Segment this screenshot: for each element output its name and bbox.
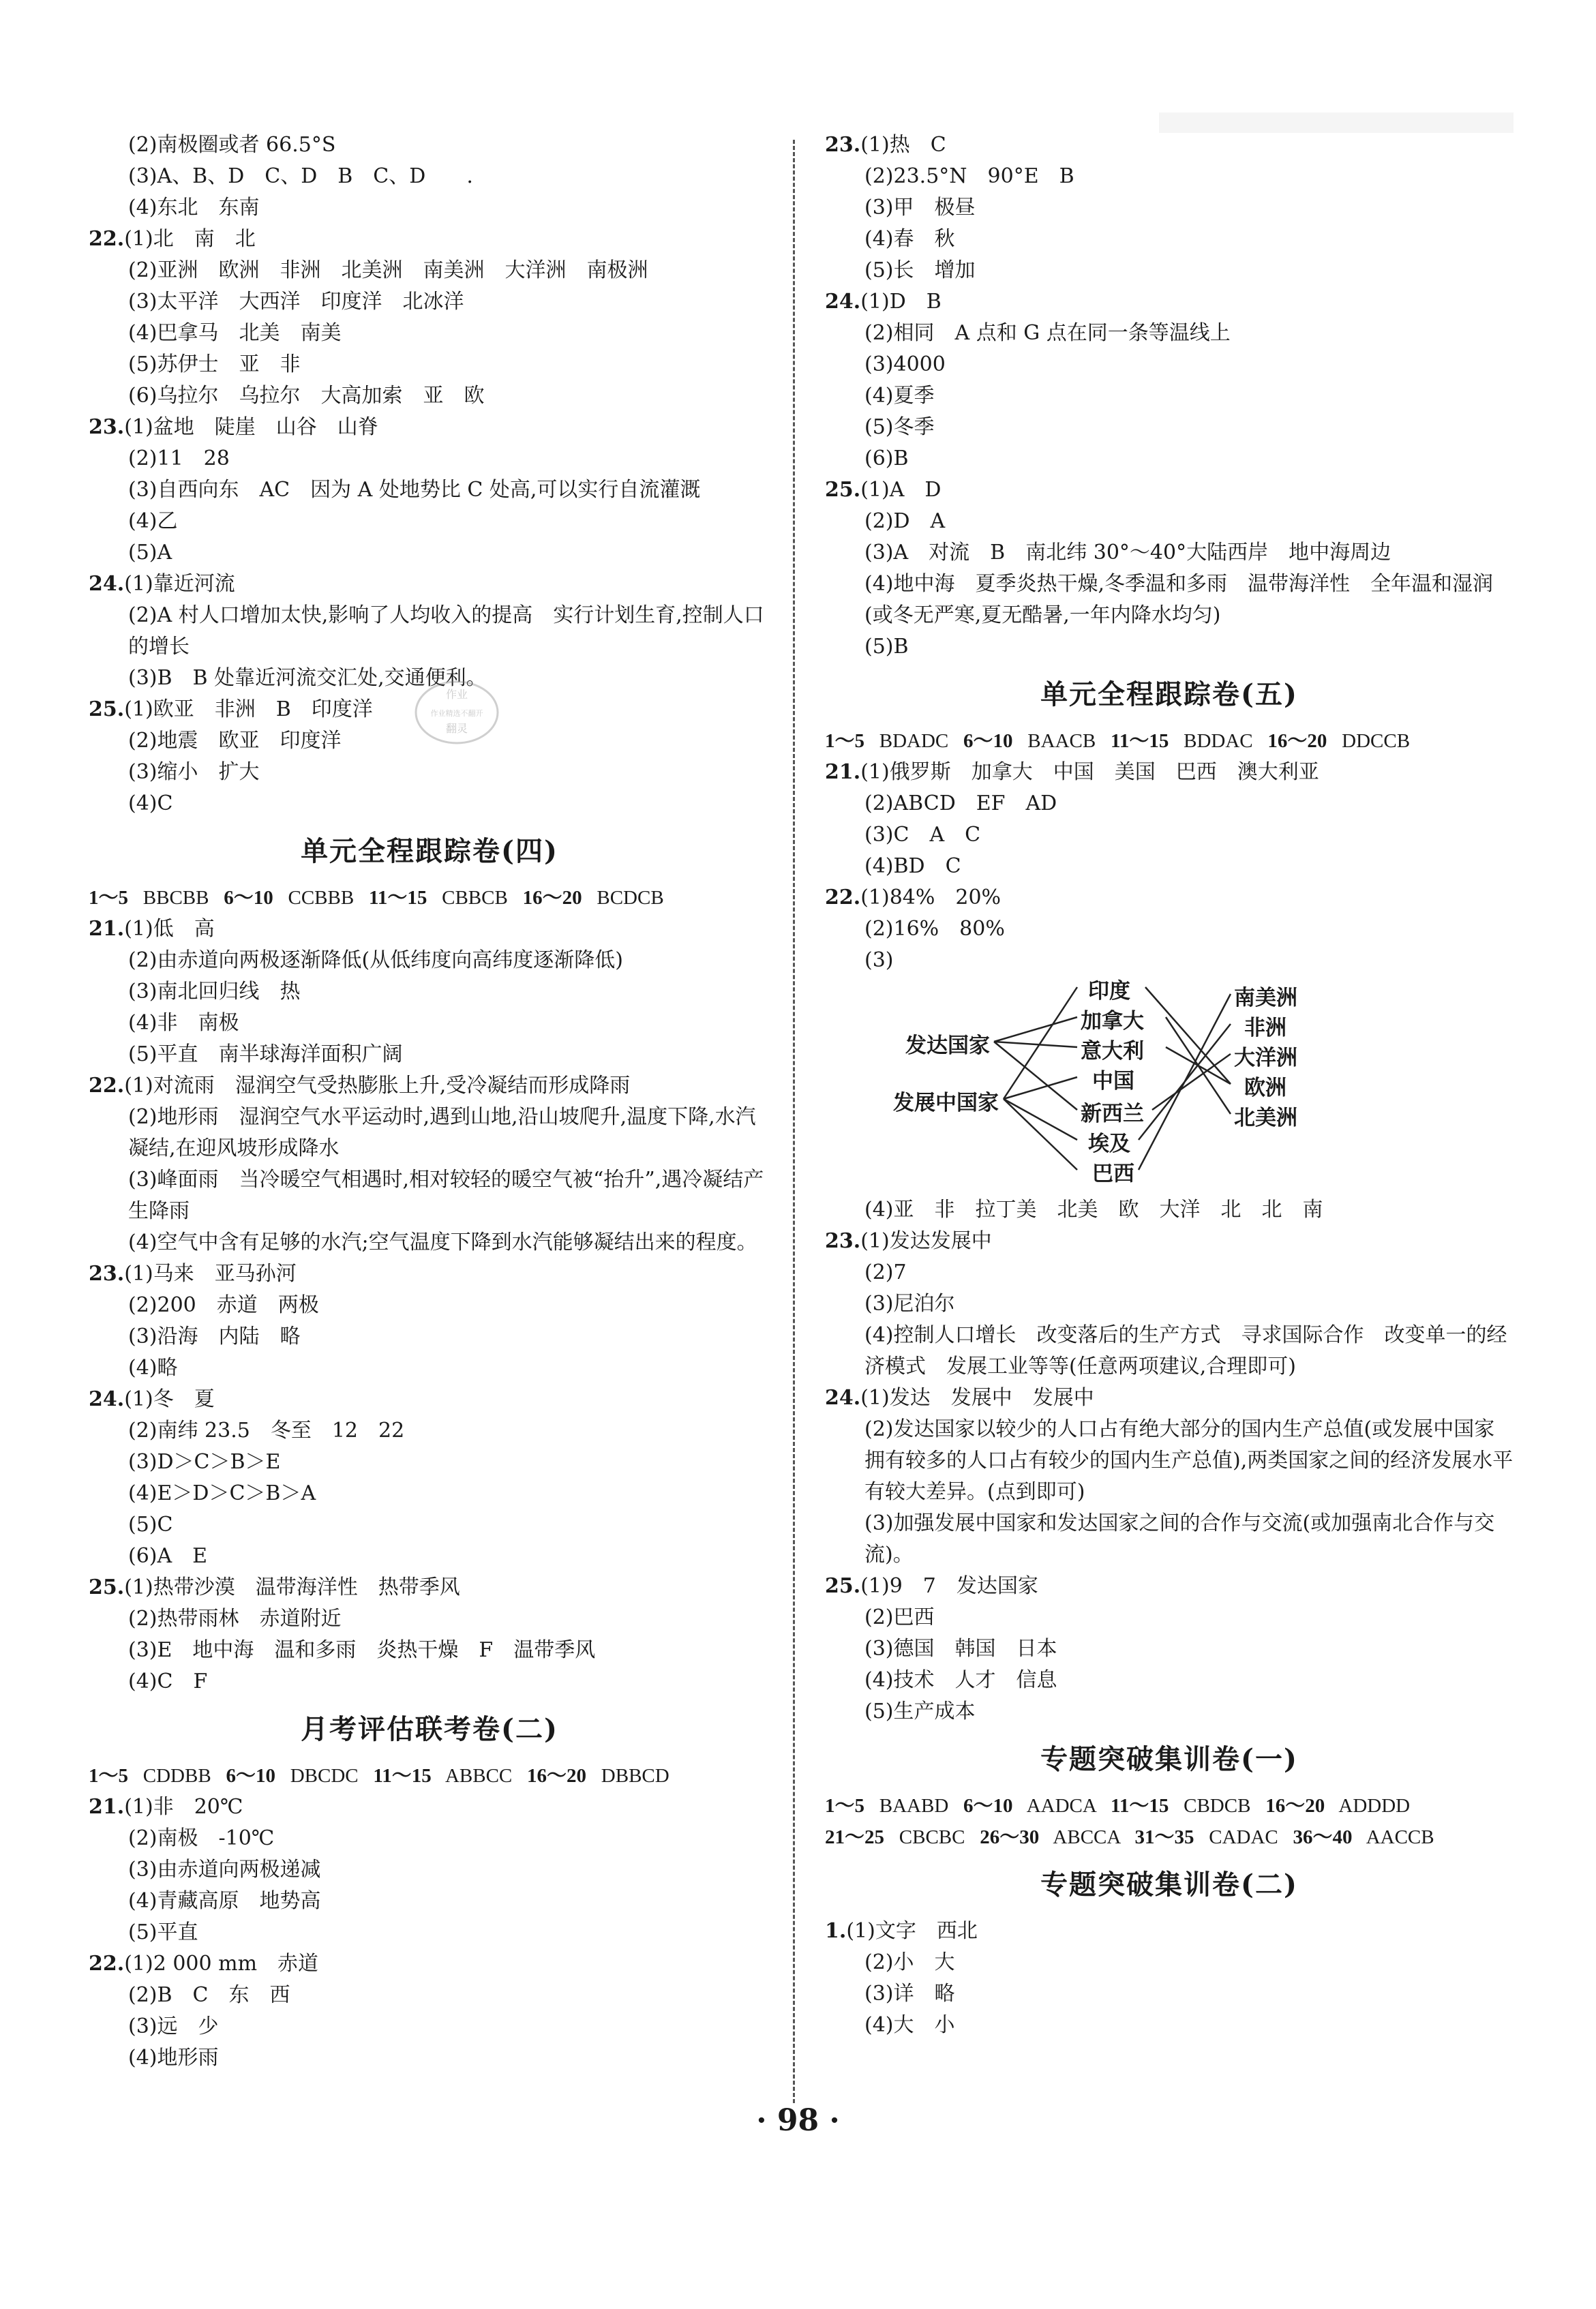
answers: ABBCC bbox=[445, 1765, 513, 1787]
answer-line bbox=[825, 2010, 1514, 2041]
answer-text: (4)E＞D＞C＞B＞A bbox=[128, 1481, 316, 1505]
question-range: 1～5 bbox=[825, 1795, 865, 1817]
question-range: 21～25 bbox=[825, 1826, 885, 1848]
question-number: 22. bbox=[89, 1952, 125, 1976]
answer-text: (3)南北回归线 热 bbox=[128, 980, 301, 1003]
answer-text: (4)巴拿马 北美 南美 bbox=[128, 321, 342, 345]
answer-text: (3)甲 极昼 bbox=[864, 196, 976, 220]
question-number: 24. bbox=[89, 572, 125, 596]
answer-text: (1)冬 夏 bbox=[124, 1387, 215, 1411]
answer-text: (1)欧亚 非洲 B 印度洋 bbox=[124, 697, 373, 721]
answer-text: (2)发达国家以较少的人口占有绝大部分的国内生产总值(或发展中国家拥有较多的人口占有较少的国内生产总值),两类国家之间的经济发展水平有较大差异。(点到即可) bbox=[864, 1417, 1514, 1504]
answer-line bbox=[89, 1572, 770, 1603]
answer-line bbox=[89, 1854, 770, 1886]
answer-line bbox=[89, 976, 770, 1008]
diagram-country-node: 加拿大 bbox=[1081, 1009, 1144, 1033]
question-range: 11～15 bbox=[368, 887, 427, 909]
answer-text: (1)北 南 北 bbox=[124, 227, 256, 251]
answer-line bbox=[825, 1288, 1514, 1320]
question-range: 26～30 bbox=[980, 1826, 1040, 1848]
answer-text: (2)小 大 bbox=[864, 1950, 955, 1974]
answers: CBBCB bbox=[442, 887, 508, 909]
answer-line bbox=[825, 1665, 1514, 1696]
answers: ABCCA bbox=[1053, 1826, 1120, 1848]
answer-line bbox=[825, 1194, 1514, 1226]
diagram-left-node: 发达国家 bbox=[905, 1033, 990, 1058]
answer-line bbox=[89, 2011, 770, 2042]
answer-text: (1)非 20℃ bbox=[124, 1795, 243, 1819]
question-number: 25. bbox=[89, 1575, 125, 1599]
answers: AADCA bbox=[1026, 1795, 1096, 1817]
answer-text: (2)11 28 bbox=[128, 447, 230, 470]
answers: CCBBB bbox=[288, 887, 355, 909]
question-range: 6～10 bbox=[226, 1765, 275, 1787]
answer-line bbox=[89, 1008, 770, 1039]
answer-text: (3)缩小 扩大 bbox=[128, 760, 260, 784]
answer-text: (1)发达 发展中 发展中 bbox=[860, 1386, 1094, 1410]
answer-text: (3)D＞C＞B＞E bbox=[128, 1450, 281, 1474]
answer-line bbox=[89, 537, 770, 569]
answer-line bbox=[89, 1917, 770, 1948]
answers: BBCBB bbox=[142, 887, 209, 909]
answer-text: (1)俄罗斯 加拿大 中国 美国 巴西 澳大利亚 bbox=[860, 760, 1319, 784]
answers: CBCBC bbox=[899, 1826, 965, 1848]
answer-text: (3)尼泊尔 bbox=[864, 1292, 955, 1316]
question-range: 6～10 bbox=[963, 1795, 1013, 1817]
question-range: 31～35 bbox=[1134, 1826, 1194, 1848]
answer-line bbox=[825, 286, 1514, 318]
answer-line bbox=[89, 1478, 770, 1509]
answer-text: (2)地震 欧亚 印度洋 bbox=[128, 729, 342, 753]
answers: CBDCB bbox=[1184, 1795, 1251, 1817]
answer-text: (3)沿海 内陆 略 bbox=[128, 1325, 301, 1348]
answer-text: (3)C A C bbox=[864, 823, 981, 847]
question-number: 24. bbox=[825, 1386, 861, 1410]
answer-line bbox=[89, 1258, 770, 1290]
page-number: · 98 · bbox=[756, 2103, 840, 2138]
answer-text: (3)详 略 bbox=[864, 1982, 955, 2006]
right-column bbox=[825, 130, 1514, 2041]
answer-text: (2)地形雨 湿润空气水平运动时,遇到山地,沿山坡爬升,温度下降,水汽凝结,在迎风坡形成降水 bbox=[128, 1105, 756, 1160]
answer-line bbox=[825, 1320, 1514, 1383]
section-heading: 专题突破集训卷(二) bbox=[1040, 1869, 1298, 1901]
answer-line bbox=[825, 631, 1514, 663]
answer-text: (3)远 少 bbox=[128, 2014, 219, 2038]
answer-text: (2)巴西 bbox=[864, 1605, 935, 1629]
question-number: 25. bbox=[89, 697, 125, 721]
answer-line bbox=[89, 380, 770, 412]
answer-text: (2)热带雨林 赤道附近 bbox=[128, 1607, 342, 1631]
stamp-line-2: 作业精选不翻开 bbox=[430, 709, 483, 718]
answer-text: (4)BD C bbox=[864, 854, 961, 878]
column-divider bbox=[793, 140, 795, 2103]
answer-text: (3)B B 处靠近河流交汇处,交通便利。 bbox=[128, 666, 487, 690]
answer-text: (5)生产成本 bbox=[864, 1700, 976, 1723]
answer-line bbox=[825, 318, 1514, 349]
answer-text: (4)春 秋 bbox=[864, 227, 955, 251]
diagram-country-node: 新西兰 bbox=[1081, 1102, 1144, 1126]
answer-text: (5)平直 南半球海洋面积广阔 bbox=[128, 1042, 403, 1066]
answer-line bbox=[825, 412, 1514, 443]
answer-text: (1)文字 西北 bbox=[846, 1919, 978, 1943]
answer-line bbox=[89, 1102, 770, 1164]
answer-line bbox=[89, 224, 770, 255]
left-column bbox=[89, 130, 770, 2074]
answer-text: (4)C bbox=[128, 791, 173, 815]
answer-text: (5)苏伊士 亚 非 bbox=[128, 352, 301, 376]
right-column-top bbox=[825, 130, 1514, 976]
answer-line bbox=[89, 1792, 770, 1823]
answers: ADDDD bbox=[1338, 1795, 1411, 1817]
question-number: 23. bbox=[825, 133, 861, 157]
question-number: 24. bbox=[89, 1387, 125, 1411]
answer-text: (2)南极 -10℃ bbox=[128, 1826, 275, 1850]
answer-line bbox=[89, 1886, 770, 1917]
answer-line bbox=[89, 318, 770, 349]
answer-line bbox=[89, 1384, 770, 1415]
answer-text: (1)2 000 mm 赤道 bbox=[124, 1952, 319, 1976]
answer-text: (2)由赤道向两极逐渐降低(从低纬度向高纬度逐渐降低) bbox=[128, 948, 623, 972]
answers: BAABD bbox=[879, 1795, 949, 1817]
question-number: 1. bbox=[825, 1919, 847, 1943]
answer-line bbox=[825, 349, 1514, 380]
answer-line bbox=[825, 1602, 1514, 1633]
answer-line bbox=[825, 1916, 1514, 1947]
watermark-stamp bbox=[409, 675, 505, 750]
answer-text: (2)ABCD EF AD bbox=[864, 791, 1057, 815]
diagram-continent-node: 大洋洲 bbox=[1234, 1046, 1297, 1070]
question-number: 22. bbox=[89, 227, 125, 251]
question-range: 11～15 bbox=[1110, 1795, 1169, 1817]
question-range: 16～20 bbox=[527, 1765, 587, 1787]
answers: DBCDC bbox=[290, 1765, 359, 1787]
question-number: 24. bbox=[825, 290, 861, 314]
answer-line bbox=[825, 1947, 1514, 1978]
question-range: 16～20 bbox=[1267, 730, 1327, 752]
answer-line bbox=[89, 1823, 770, 1854]
answer-line bbox=[89, 757, 770, 788]
answer-line bbox=[89, 1164, 770, 1227]
diagram-country-node: 意大利 bbox=[1081, 1039, 1144, 1063]
answer-line bbox=[89, 506, 770, 537]
answers: DBBCD bbox=[601, 1765, 669, 1787]
answer-line bbox=[825, 757, 1514, 788]
answer-text: (2)23.5°N 90°E B bbox=[864, 164, 1074, 188]
answer-line bbox=[89, 1541, 770, 1572]
answer-line bbox=[89, 1509, 770, 1541]
section-heading: 专题突破集训卷(一) bbox=[1040, 1743, 1298, 1775]
answer-line bbox=[89, 1290, 770, 1321]
question-number: 23. bbox=[89, 415, 125, 439]
answer-line bbox=[825, 788, 1514, 819]
answer-key-row bbox=[825, 1790, 1514, 1822]
question-number: 21. bbox=[89, 917, 125, 941]
diagram-continent-node: 非洲 bbox=[1244, 1016, 1286, 1040]
answer-text: (4)青藏高原 地势高 bbox=[128, 1889, 321, 1913]
matching-line bbox=[1139, 994, 1231, 1170]
answer-line bbox=[825, 882, 1514, 914]
diagram-continent-node: 欧洲 bbox=[1244, 1076, 1286, 1100]
matching-line bbox=[1145, 987, 1231, 1084]
answer-text: (3)峰面雨 当冷暖空气相遇时,相对较轻的暖空气被“抬升”,遇冷凝结产生降雨 bbox=[128, 1168, 764, 1223]
answer-text: (2)南纬 23.5 冬至 12 22 bbox=[128, 1419, 405, 1443]
answers: DDCCB bbox=[1342, 730, 1411, 752]
answer-key-row bbox=[825, 725, 1514, 757]
answer-text: (3)4000 bbox=[864, 352, 946, 376]
answer-line bbox=[89, 1321, 770, 1353]
answer-line bbox=[89, 788, 770, 819]
answer-text: (3)太平洋 大西洋 印度洋 北冰洋 bbox=[128, 290, 464, 314]
answer-line bbox=[825, 1257, 1514, 1288]
answer-line bbox=[825, 945, 1514, 976]
question-number: 22. bbox=[825, 886, 861, 909]
answers: CADAC bbox=[1209, 1826, 1278, 1848]
answer-text: (5)长 增加 bbox=[864, 258, 976, 282]
question-range: 11～15 bbox=[373, 1765, 432, 1787]
answer-line bbox=[89, 1948, 770, 1980]
question-number: 21. bbox=[825, 760, 861, 784]
answer-line bbox=[825, 914, 1514, 945]
answers: BDDAC bbox=[1184, 730, 1253, 752]
answer-line bbox=[825, 1508, 1514, 1571]
question-range: 16～20 bbox=[522, 887, 582, 909]
answer-line bbox=[89, 1415, 770, 1447]
matching-line bbox=[994, 1017, 1077, 1042]
answer-text: (1)9 7 发达国家 bbox=[860, 1574, 1038, 1598]
answer-line bbox=[89, 1447, 770, 1478]
answer-text: (3) bbox=[864, 948, 894, 972]
answer-line bbox=[825, 1696, 1514, 1727]
answer-text: (2)A 村人口增加太快,影响了人均收入的提高 实行计划生育,控制人口的增长 bbox=[128, 603, 764, 659]
answer-line bbox=[825, 443, 1514, 474]
matching-line bbox=[994, 1042, 1077, 1047]
answer-text: (1)马来 亚马孙河 bbox=[124, 1262, 297, 1286]
answer-line bbox=[89, 1353, 770, 1384]
answer-line bbox=[825, 819, 1514, 851]
answer-line bbox=[89, 1070, 770, 1102]
answer-line bbox=[89, 412, 770, 443]
answer-text: (4)控制人口增长 改变落后的生产方式 寻求国际合作 改变单一的经济模式 发展工业等等(任意两项建议,合理即可) bbox=[864, 1323, 1507, 1378]
answer-text: (2)16% 80% bbox=[864, 917, 1005, 941]
answer-line bbox=[89, 474, 770, 506]
answer-line bbox=[825, 130, 1514, 161]
answer-text: (4)技术 人才 信息 bbox=[864, 1668, 1057, 1692]
answer-line bbox=[89, 192, 770, 224]
answer-line bbox=[89, 1635, 770, 1666]
answer-text: (6)A E bbox=[128, 1544, 208, 1568]
answer-text: (4)地形雨 bbox=[128, 2046, 219, 2070]
question-number: 21. bbox=[89, 1795, 125, 1819]
answer-line bbox=[825, 1633, 1514, 1665]
answer-text: (2)200 赤道 两极 bbox=[128, 1293, 319, 1317]
answer-text: (5)C bbox=[128, 1513, 173, 1537]
answer-line bbox=[89, 286, 770, 318]
answer-text: (3)加强发展中国家和发达国家之间的合作与交流(或加强南北合作与交流)。 bbox=[864, 1511, 1495, 1567]
answer-text: (3)自西向东 AC 因为 A 处地势比 C 处高,可以实行自流灌溉 bbox=[128, 478, 701, 502]
answers: BAACB bbox=[1027, 730, 1096, 752]
answer-line bbox=[89, 130, 770, 161]
question-range: 6～10 bbox=[224, 887, 273, 909]
diagram-country-node: 埃及 bbox=[1088, 1132, 1130, 1156]
section-heading: 月考评估联考卷(二) bbox=[301, 1713, 558, 1745]
answer-line bbox=[89, 2042, 770, 2074]
answer-line bbox=[89, 1039, 770, 1070]
answer-text: (2)7 bbox=[864, 1261, 907, 1284]
answer-text: (1)D B bbox=[860, 290, 942, 314]
answer-line bbox=[89, 255, 770, 286]
answer-text: (4)非 南极 bbox=[128, 1011, 239, 1035]
question-number: 23. bbox=[89, 1262, 125, 1286]
answer-text: (4)东北 东南 bbox=[128, 196, 260, 220]
answer-text: (4)地中海 夏季炎热干燥,冬季温和多雨 温带海洋性 全年温和湿润(或冬无严寒,夏无酷暑,一年内降水均匀) bbox=[864, 572, 1494, 627]
answer-text: (1)发达发展中 bbox=[860, 1229, 992, 1253]
answer-text: (3)A 对流 B 南北纬 30°～40°大陆西岸 地中海周边 bbox=[864, 541, 1391, 564]
answer-text: (3)A、B、D C、D B C、D . bbox=[128, 164, 473, 188]
section-heading: 单元全程跟踪卷(四) bbox=[301, 835, 558, 867]
answer-text: (1)热带沙漠 温带海洋性 热带季风 bbox=[124, 1575, 460, 1599]
answer-line bbox=[89, 569, 770, 600]
answer-text: (2)相同 A 点和 G 点在同一条等温线上 bbox=[864, 321, 1231, 345]
answer-text: (5)冬季 bbox=[864, 415, 935, 439]
answers: CDDBB bbox=[142, 1765, 211, 1787]
answer-text: (3)E 地中海 温和多雨 炎热干燥 F 温带季风 bbox=[128, 1638, 596, 1662]
question-number: 25. bbox=[825, 478, 861, 502]
diagram-continent-node: 南美洲 bbox=[1234, 986, 1297, 1010]
question-range: 1～5 bbox=[89, 887, 129, 909]
answers: AACCB bbox=[1366, 1826, 1434, 1848]
question-range: 1～5 bbox=[89, 1765, 129, 1787]
diagram-left-node: 发展中国家 bbox=[893, 1091, 999, 1115]
answer-line bbox=[89, 349, 770, 380]
answer-text: (4)C F bbox=[128, 1670, 208, 1693]
answer-text: (2)D A bbox=[864, 509, 946, 533]
answer-text: (1)靠近河流 bbox=[124, 572, 235, 596]
answer-text: (5)平直 bbox=[128, 1920, 198, 1944]
answer-line bbox=[825, 161, 1514, 192]
question-range: 6～10 bbox=[963, 730, 1013, 752]
answer-text: (6)B bbox=[864, 447, 909, 470]
answer-line bbox=[89, 443, 770, 474]
answer-line bbox=[89, 914, 770, 945]
question-number: 25. bbox=[825, 1574, 861, 1598]
diagram-country-node: 中国 bbox=[1092, 1069, 1134, 1093]
answer-line bbox=[825, 1571, 1514, 1602]
answer-text: (1)对流雨 湿润空气受热膨胀上升,受冷凝结而形成降雨 bbox=[124, 1074, 631, 1098]
answer-text: (1)盆地 陡崖 山谷 山脊 bbox=[124, 415, 378, 439]
diagram-country-node: 巴西 bbox=[1092, 1162, 1134, 1186]
answers: BCDCB bbox=[597, 887, 664, 909]
answer-text: (2)亚洲 欧洲 非洲 北美洲 南美洲 大洋洲 南极洲 bbox=[128, 258, 648, 282]
answer-line bbox=[825, 192, 1514, 224]
answer-line bbox=[89, 1227, 770, 1258]
question-number: 23. bbox=[825, 1229, 861, 1253]
answer-line bbox=[825, 1414, 1514, 1508]
diagram-country-node: 印度 bbox=[1088, 979, 1130, 1003]
right-column-bottom bbox=[825, 1194, 1514, 2041]
diagram-continent-node: 北美洲 bbox=[1234, 1106, 1297, 1130]
answer-line bbox=[825, 255, 1514, 286]
answer-line bbox=[825, 537, 1514, 569]
answer-text: (4)大 小 bbox=[864, 2013, 955, 2037]
answer-line bbox=[825, 1383, 1514, 1414]
country-continent-matching-diagram bbox=[825, 976, 1507, 1194]
answer-text: (3)由赤道向两极递减 bbox=[128, 1858, 321, 1882]
answer-line bbox=[89, 1666, 770, 1697]
answer-line bbox=[89, 600, 770, 663]
answer-line bbox=[825, 380, 1514, 412]
answer-text: (4)略 bbox=[128, 1356, 178, 1380]
section-heading: 单元全程跟踪卷(五) bbox=[1040, 678, 1298, 710]
stamp-line-1: 作业 bbox=[445, 688, 468, 701]
answer-key-row bbox=[89, 1760, 770, 1792]
answer-line bbox=[825, 1978, 1514, 2010]
answer-line bbox=[89, 945, 770, 976]
answer-text: (2)B C 东 西 bbox=[128, 1983, 290, 2007]
answer-line bbox=[825, 851, 1514, 882]
question-number: 22. bbox=[89, 1074, 125, 1098]
question-range: 11～15 bbox=[1110, 730, 1169, 752]
question-range: 36～40 bbox=[1293, 1826, 1353, 1848]
answer-line bbox=[825, 1226, 1514, 1257]
answer-line bbox=[825, 224, 1514, 255]
answer-text: (1)84% 20% bbox=[860, 886, 1002, 909]
answer-text: (5)A bbox=[128, 541, 172, 564]
answer-text: (4)亚 非 拉丁美 北美 欧 大洋 北 北 南 bbox=[864, 1198, 1323, 1222]
answer-key-row bbox=[825, 1822, 1514, 1853]
stamp-line-3: 翻灵 bbox=[445, 722, 468, 735]
answer-text: (4)夏季 bbox=[864, 384, 935, 408]
answer-text: (1)热 C bbox=[860, 133, 946, 157]
question-range: 16～20 bbox=[1265, 1795, 1325, 1817]
answer-line bbox=[825, 569, 1514, 631]
answer-line bbox=[825, 474, 1514, 506]
answer-line bbox=[89, 161, 770, 192]
answer-line bbox=[825, 506, 1514, 537]
answer-text: (1)A D bbox=[860, 478, 942, 502]
answer-text: (1)低 高 bbox=[124, 917, 215, 941]
answer-text: (4)乙 bbox=[128, 509, 178, 533]
answer-text: (5)B bbox=[864, 635, 909, 659]
question-range: 1～5 bbox=[825, 730, 865, 752]
answers: BDADC bbox=[879, 730, 949, 752]
answer-text: (4)空气中含有足够的水汽;空气温度下降到水汽能够凝结出来的程度。 bbox=[128, 1231, 757, 1254]
answer-text: (6)乌拉尔 乌拉尔 大高加索 亚 欧 bbox=[128, 384, 485, 408]
answer-text: (3)德国 韩国 日本 bbox=[864, 1637, 1057, 1661]
answer-line bbox=[89, 1980, 770, 2011]
answer-text: (2)南极圈或者 66.5°S bbox=[128, 133, 336, 157]
answer-key-row bbox=[89, 882, 770, 914]
answer-line bbox=[89, 1603, 770, 1635]
